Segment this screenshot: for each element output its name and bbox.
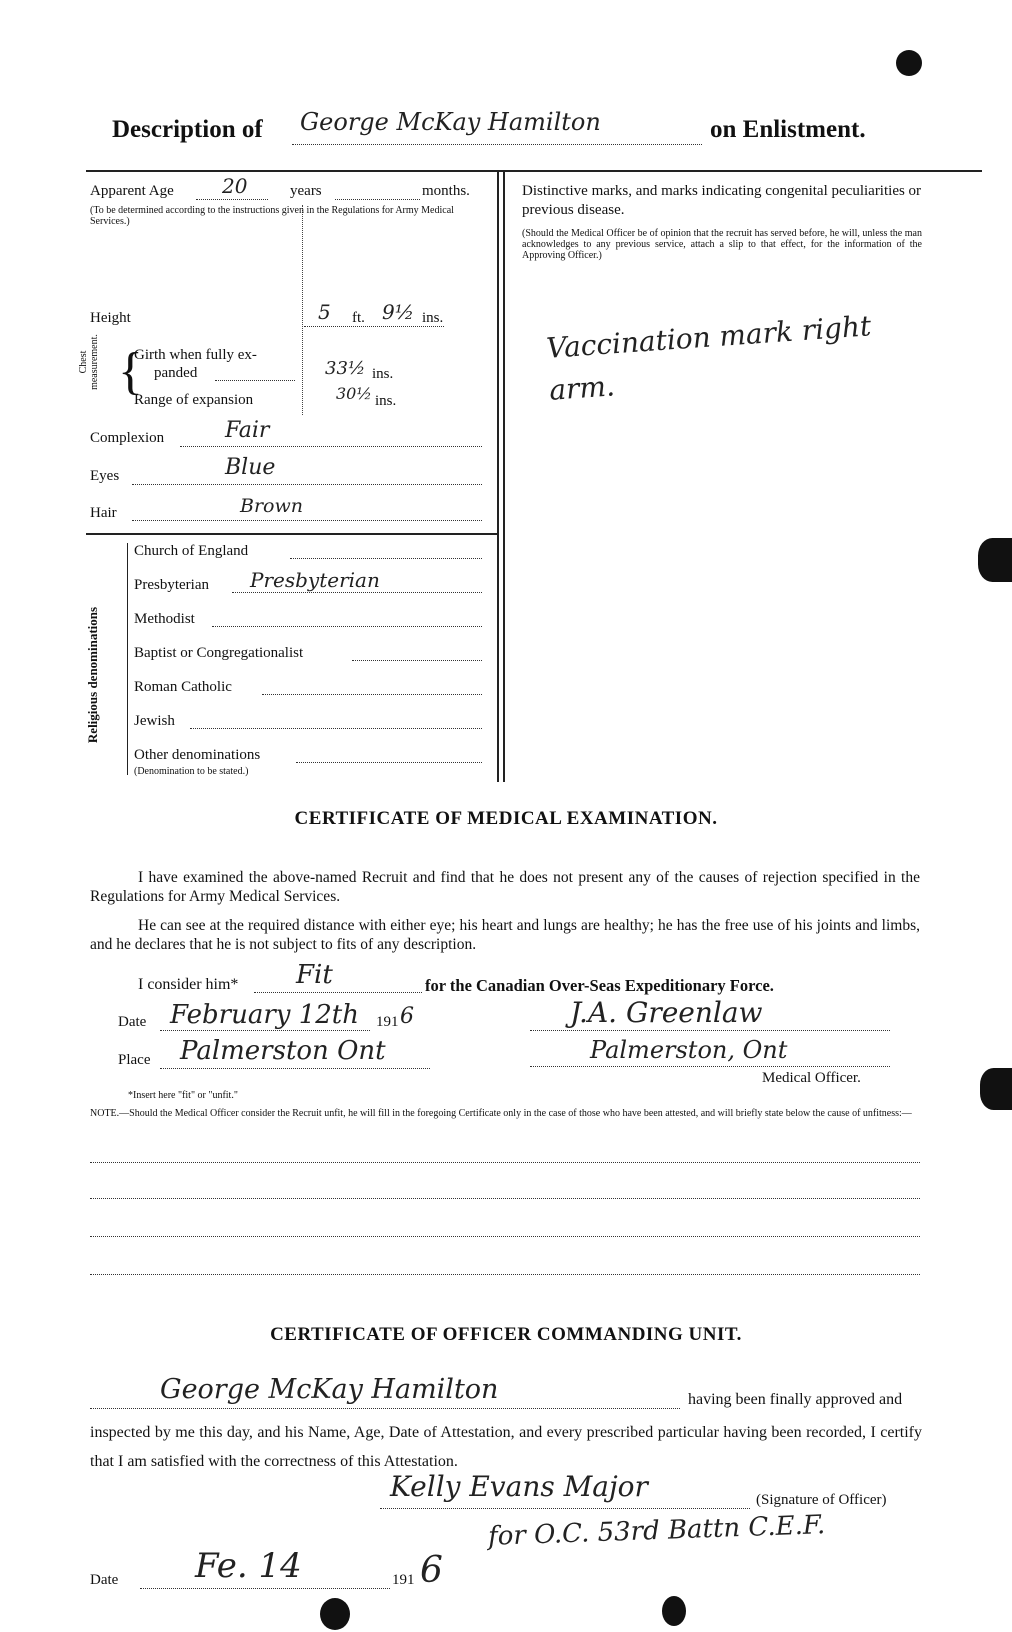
place-label: Place [118, 1052, 151, 1068]
hair-label: Hair [90, 505, 117, 521]
religion-top-border [86, 533, 498, 535]
officer-label: Medical Officer. [762, 1070, 861, 1086]
height-ft-value: 5 [318, 300, 331, 324]
complexion-label: Complexion [90, 430, 165, 446]
commanding-name: George McKay Hamilton [160, 1374, 499, 1405]
eyes-label: Eyes [90, 468, 120, 484]
age-line [196, 199, 268, 200]
ins-label: ins. [422, 310, 444, 326]
commanding-name-line [90, 1408, 680, 1409]
complexion-value: Fair [225, 418, 270, 443]
marks-note: (Should the Medical Officer be of opinion that the recruit has served before, he will, unless the man acknowledges to any previous service, attach a slip to that effect, for the information of the Approving Officer.) [522, 228, 922, 261]
complexion-line [180, 446, 482, 447]
years-label: years [290, 183, 322, 199]
medical-title: CERTIFICATE OF MEDICAL EXAMINATION. [294, 808, 718, 829]
unfit-line-1 [90, 1162, 920, 1163]
eyes-line [132, 484, 482, 485]
chest-side-label: Chest measurement. [78, 334, 100, 390]
height-line [304, 326, 444, 327]
commanding-for-line: for O.C. 53rd Battn C.E.F. [487, 1510, 826, 1552]
header-name-line [292, 144, 702, 145]
place-value: Palmerston Ont [180, 1036, 386, 1066]
header-prefix: Description of [112, 116, 263, 143]
range-label: Range of expansion [134, 392, 254, 408]
religion-side-label: Religious denominations [85, 606, 100, 744]
commanding-title: CERTIFICATE OF OFFICER COMMANDING UNIT. [270, 1324, 742, 1345]
medical-para-1: I have examined the above-named Recruit and find that he does not present any of the causes of rejection specified in the Regulations for Army Medical Services. [90, 869, 920, 905]
presbyterian-value: Presbyterian [250, 568, 380, 592]
presbyterian-line [232, 592, 482, 593]
presbyterian-label: Presbyterian [134, 577, 209, 593]
consider-value: Fit [296, 960, 333, 990]
age-label: Apparent Age [90, 183, 174, 199]
church-label: Church of England [134, 543, 249, 559]
other-note: (Denomination to be stated.) [134, 766, 249, 777]
marks-heading: Distinctive marks, and marks indicating congenital peculiarities or previous disease. [522, 183, 922, 218]
commanding-date-label: Date [90, 1572, 119, 1588]
ft-label: ft. [352, 310, 365, 326]
header-suffix: on Enlistment. [710, 116, 866, 143]
eyes-value: Blue [225, 455, 276, 480]
girth-dots [215, 380, 295, 381]
months-line [335, 199, 420, 200]
range-ins: ins. [375, 393, 397, 409]
commanding-signature-label: (Signature of Officer) [756, 1492, 887, 1508]
unfit-line-2 [90, 1198, 920, 1199]
punch-hole-right-2 [980, 1068, 1012, 1110]
unfit-note: NOTE.—Should the Medical Officer consider the Recruit unfit, he will fill in the foregoing Certificate only in the case of those who have been attested, and will briefly state below the cause of unfitness:— [90, 1108, 912, 1119]
jewish-line [190, 728, 482, 729]
methodist-label: Methodist [134, 611, 195, 627]
hair-value: Brown [240, 495, 303, 517]
punch-hole-right-1 [978, 538, 1012, 582]
height-in-value: 9½ [382, 300, 415, 324]
medical-para-2: He can see at the required distance with either eye; his heart and lungs are healthy; he has the free use of his joints and limbs, and he declares that he is not subject to fits of any description. [90, 917, 920, 953]
other-label: Other denominations [134, 747, 261, 763]
commanding-date-value: Fe. 14 [195, 1546, 302, 1586]
commanding-date-line [140, 1588, 390, 1589]
commanding-para-start: having been finally approved and [688, 1391, 903, 1408]
punch-hole-bottom-1 [320, 1598, 350, 1630]
range-value: 30½ [336, 384, 372, 403]
chest-brace: { [118, 343, 143, 400]
baptist-label: Baptist or Congregationalist [134, 645, 304, 661]
column-divider [497, 170, 499, 782]
consider-line [254, 992, 422, 993]
consider-label: I consider him* [138, 976, 239, 993]
commanding-year-value: 6 [420, 1550, 443, 1591]
medical-date-value: February 12th [170, 1000, 359, 1030]
church-line [290, 558, 482, 559]
methodist-line [212, 626, 482, 627]
box-top-border [86, 170, 982, 172]
medical-year-prefix: 191 [376, 1014, 399, 1030]
column-divider-inner [503, 170, 505, 782]
girth-label-1: Girth when fully ex- [134, 347, 257, 363]
girth-label-2: panded [154, 365, 198, 381]
other-line [296, 762, 482, 763]
girth-ins: ins. [372, 366, 394, 382]
age-value: 20 [222, 174, 248, 198]
catholic-line [262, 694, 482, 695]
document-header [0, 108, 1012, 152]
commanding-signature-line [380, 1508, 750, 1509]
measure-divider [302, 205, 303, 415]
punch-hole-bottom-2 [662, 1596, 686, 1626]
months-label: months. [422, 183, 470, 199]
commanding-para-rest: inspected by me this day, and his Name, Age, Date of Attestation, and every prescribed particular having been recorded, I certify that I am satisfied with the correctness of this Attestation. [90, 1424, 922, 1470]
force-label: for the Canadian Over-Seas Expeditionary Force. [425, 976, 774, 995]
religion-bracket [127, 543, 128, 775]
jewish-label: Jewish [134, 713, 175, 729]
hair-line [132, 520, 482, 521]
officer-place: Palmerston, Ont [590, 1036, 788, 1064]
officer-place-line [530, 1066, 890, 1067]
medical-date-line [160, 1030, 370, 1031]
medical-signature-line [530, 1030, 890, 1031]
insert-note: *Insert here "fit" or "unfit." [128, 1090, 238, 1101]
girth-value: 33½ [325, 358, 366, 379]
place-line [160, 1068, 430, 1069]
catholic-label: Roman Catholic [134, 679, 232, 695]
unfit-line-3 [90, 1236, 920, 1237]
header-name: George McKay Hamilton [300, 108, 601, 136]
baptist-line [352, 660, 482, 661]
medical-date-label: Date [118, 1014, 147, 1030]
age-note: (To be determined according to the instructions given in the Regulations for Army Medical Services.) [90, 205, 454, 227]
marks-value: Vaccination mark right arm. [545, 309, 873, 407]
unfit-line-4 [90, 1274, 920, 1275]
height-label: Height [90, 310, 131, 326]
commanding-year-prefix: 191 [392, 1572, 415, 1588]
medical-year-value: 6 [400, 1004, 414, 1029]
punch-hole-top [896, 50, 922, 76]
medical-signature: J.A. Greenlaw [570, 996, 763, 1029]
commanding-signature: Kelly Evans Major [390, 1470, 648, 1503]
